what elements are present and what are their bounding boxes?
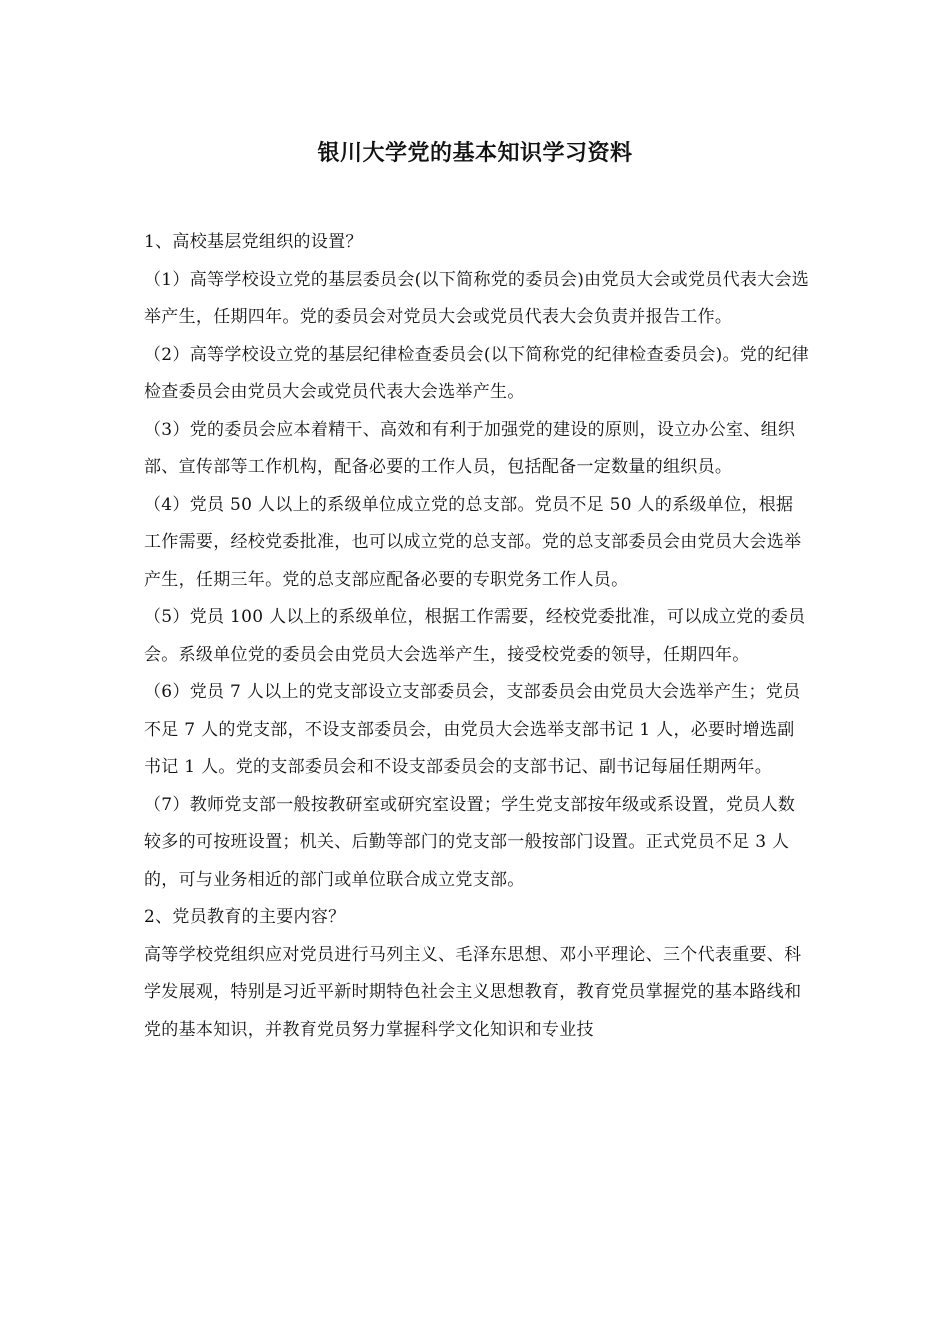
section-heading-1: 1、高校基层党组织的设置？ [144,232,363,252]
paragraph-item-4: （4）党员 50 人以上的系级单位成立党的总支部。党员不足 50 人的系级单位，根据工作需要，经校党委批准，也可以成立党的总支部。党的总支部委员会由党员大会选举产生，任期三年。党的总支部应配备必要的专职党务工作人员。 [144,494,802,590]
paragraph-education: 高等学校党组织应对党员进行马列主义、毛泽东思想、邓小平理论、三个代表重要、科学发展观，特别是习近平新时期特色社会主义思想教育，教育党员掌握党的基本路线和党的基本知识，并教育党员努力掌握科学文化知识和专业技 [144,944,802,1040]
paragraph-item-5: （5）党员 100 人以上的系级单位，根据工作需要，经校党委批准，可以成立党的委员会。系级单位党的委员会由党员大会选举产生，接受校党委的领导，任期四年。 [144,607,806,665]
paragraph-item-2: （2）高等学校设立党的基层纪律检查委员会(以下简称党的纪律检查委员会)。党的纪律检查委员会由党员大会或党员代表大会选举产生。 [144,344,810,402]
paragraph-item-7: （7）教师党支部一般按教研室或研究室设置；学生党支部按年级或系设置，党员人数较多的可按班设置；机关、后勤等部门的党支部一般按部门设置。正式党员不足 3 人的，可与业务相近的部门或单位联合成立党支部。 [144,794,796,890]
document-body [144,224,810,1049]
paragraph-item-3: （3）党的委员会应本着精干、高效和有利于加强党的建设的原则，设立办公室、组织部、宣传部等工作机构，配备必要的工作人员，包括配备一定数量的组织员。 [144,419,796,477]
section-heading-2: 2、党员教育的主要内容？ [144,907,346,927]
document-title: 银川大学党的基本知识学习资料 [317,140,633,166]
paragraph-item-6: （6）党员 7 人以上的党支部设立支部委员会，支部委员会由党员大会选举产生；党员不足 7 人的党支部，不设支部委员会，由党员大会选举支部书记 1 人，必要时增选副书记 1 人。党的支部委员会和不设支部委员会的支部书记、副书记每届任期两年。 [144,682,801,777]
paragraph-item-1: （1）高等学校设立党的基层委员会(以下简称党的委员会)由党员大会或党员代表大会选举产生，任期四年。党的委员会对党员大会或党员代表大会负责并报告工作。 [144,269,810,327]
